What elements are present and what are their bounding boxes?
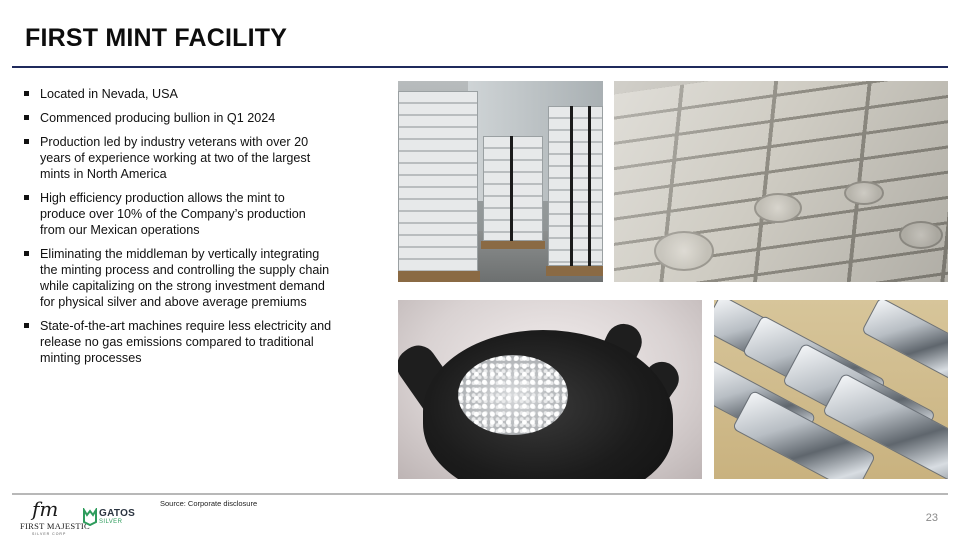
slide-title: FIRST MINT FACILITY xyxy=(25,24,288,52)
polished-bars-stack-photo xyxy=(714,300,948,479)
bullet-item xyxy=(22,86,332,102)
bullet-list xyxy=(22,86,332,374)
bullet-item xyxy=(22,246,332,310)
bullet-square-icon xyxy=(24,251,29,256)
bullet-square-icon xyxy=(24,91,29,96)
gatos-subtitle: SILVER xyxy=(99,519,123,525)
logo-name: FIRST MAJESTIC xyxy=(20,521,90,531)
logo-subtitle: SILVER CORP xyxy=(32,532,67,536)
bullet-square-icon xyxy=(24,195,29,200)
bullet-item xyxy=(22,110,332,126)
bullet-text: High efficiency production allows the mint to produce over 10% of the Company’s production from our Mexican operations xyxy=(40,191,306,237)
page-number: 23 xyxy=(925,512,938,524)
bullet-text: State-of-the-art machines require less electricity and release no gas emissions compared to traditional minting processes xyxy=(40,319,332,365)
logo-monogram: fm xyxy=(32,497,59,521)
footer-divider xyxy=(12,493,948,495)
bullet-square-icon xyxy=(24,139,29,144)
bullet-text: Commenced producing bullion in Q1 2024 xyxy=(40,111,276,125)
bullet-text: Located in Nevada, USA xyxy=(40,87,178,101)
bullet-square-icon xyxy=(24,115,29,120)
gloved-hand-silver-grains-photo xyxy=(398,300,702,479)
minted-bars-rows-photo xyxy=(614,81,948,282)
bullet-item xyxy=(22,190,332,238)
bullet-text: Eliminating the middleman by vertically integrating the minting process and controlling the supply chain while capitalizing on the strong investment demand for physical silver and above average premiums xyxy=(40,247,330,309)
bullet-item xyxy=(22,318,332,366)
title-divider xyxy=(12,66,948,68)
bullet-square-icon xyxy=(24,323,29,328)
gatos-name: GATOS xyxy=(99,508,136,519)
bullet-text: Production led by industry veterans with over 20 years of experience working at two of the largest mints in North America xyxy=(40,135,311,181)
warehouse-bars-photo xyxy=(398,81,603,282)
bullet-item xyxy=(22,134,332,182)
gatos-silver-logo xyxy=(83,508,143,528)
gatos-cat-icon xyxy=(83,508,97,526)
source-note: Source: Corporate disclosure xyxy=(160,499,258,508)
first-majestic-logo xyxy=(20,497,90,536)
